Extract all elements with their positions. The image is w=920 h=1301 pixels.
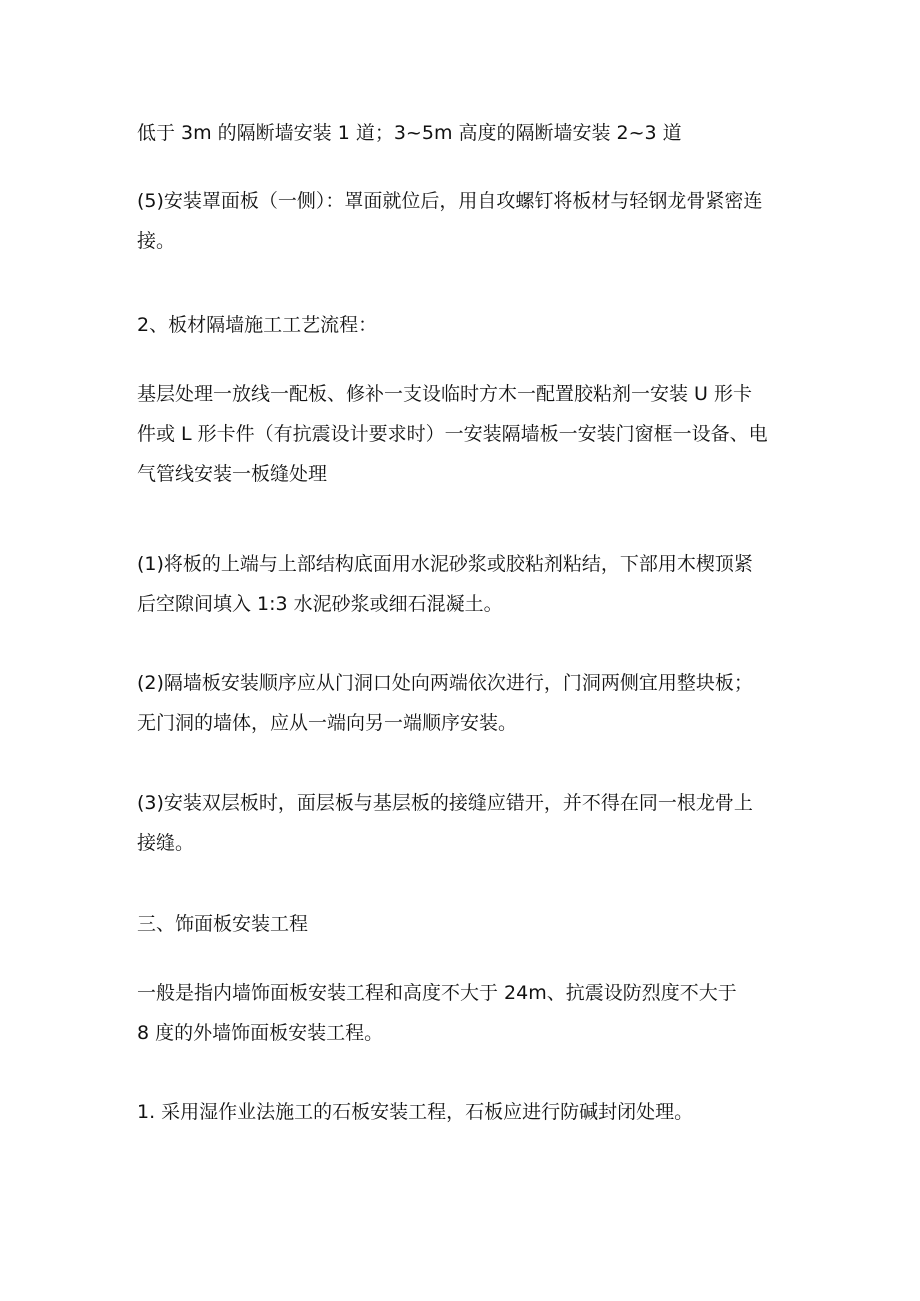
text-line: (3)安装双层板时，面层板与基层板的接缝应错开，并不得在同一根龙骨上 <box>137 792 753 814</box>
paragraph-process-flow <box>137 374 797 494</box>
text-line: 低于 3m 的隔断墙安装 1 道；3~5m 高度的隔断墙安装 2~3 道 <box>137 122 682 144</box>
paragraph-step-1 <box>137 544 797 624</box>
section-heading-board-partition <box>137 305 797 345</box>
section-heading-facing-panel <box>137 904 797 944</box>
text-line: 8 度的外墙饰面板安装工程。 <box>137 1022 384 1044</box>
text-line: 后空隙间填入 1:3 水泥砂浆或细石混凝土。 <box>137 593 503 615</box>
text-line: 无门洞的墙体，应从一端向另一端顺序安装。 <box>137 712 518 734</box>
paragraph-step-2 <box>137 663 797 743</box>
text-line: 接。 <box>137 230 176 252</box>
text-line: 接缝。 <box>137 832 195 854</box>
text-line: 三、饰面板安装工程 <box>137 913 309 935</box>
paragraph-install-cover-panel <box>137 181 797 261</box>
text-line: 一般是指内墙饰面板安装工程和高度不大于 24m、抗震设防烈度不大于 <box>137 982 737 1004</box>
text-line: 1. 采用湿作业法施工的石板安装工程，石板应进行防碱封闭处理。 <box>137 1101 694 1123</box>
text-line: 气管线安装一板缝处理 <box>137 463 328 485</box>
paragraph-scope <box>137 973 797 1053</box>
paragraph-partition-wall-bracing <box>137 113 797 153</box>
text-line: 件或 L 形卡件（有抗震设计要求时）一安装隔墙板一安装门窗框一设备、电 <box>137 423 768 445</box>
paragraph-step-3 <box>137 783 797 863</box>
text-line: (1)将板的上端与上部结构底面用水泥砂浆或胶粘剂粘结，下部用木楔顶紧 <box>137 553 753 575</box>
paragraph-stone-treatment <box>137 1092 797 1132</box>
text-line: (2)隔墙板安装顺序应从门洞口处向两端依次进行，门洞两侧宜用整块板； <box>137 672 753 694</box>
text-line: 2、板材隔墙施工工艺流程： <box>137 314 378 336</box>
text-line: (5)安装罩面板（一侧）：罩面就位后，用自攻螺钉将板材与轻钢龙骨紧密连 <box>137 190 763 212</box>
text-line: 基层处理一放线一配板、修补一支设临时方木一配置胶粘剂一安装 U 形卡 <box>137 383 752 405</box>
